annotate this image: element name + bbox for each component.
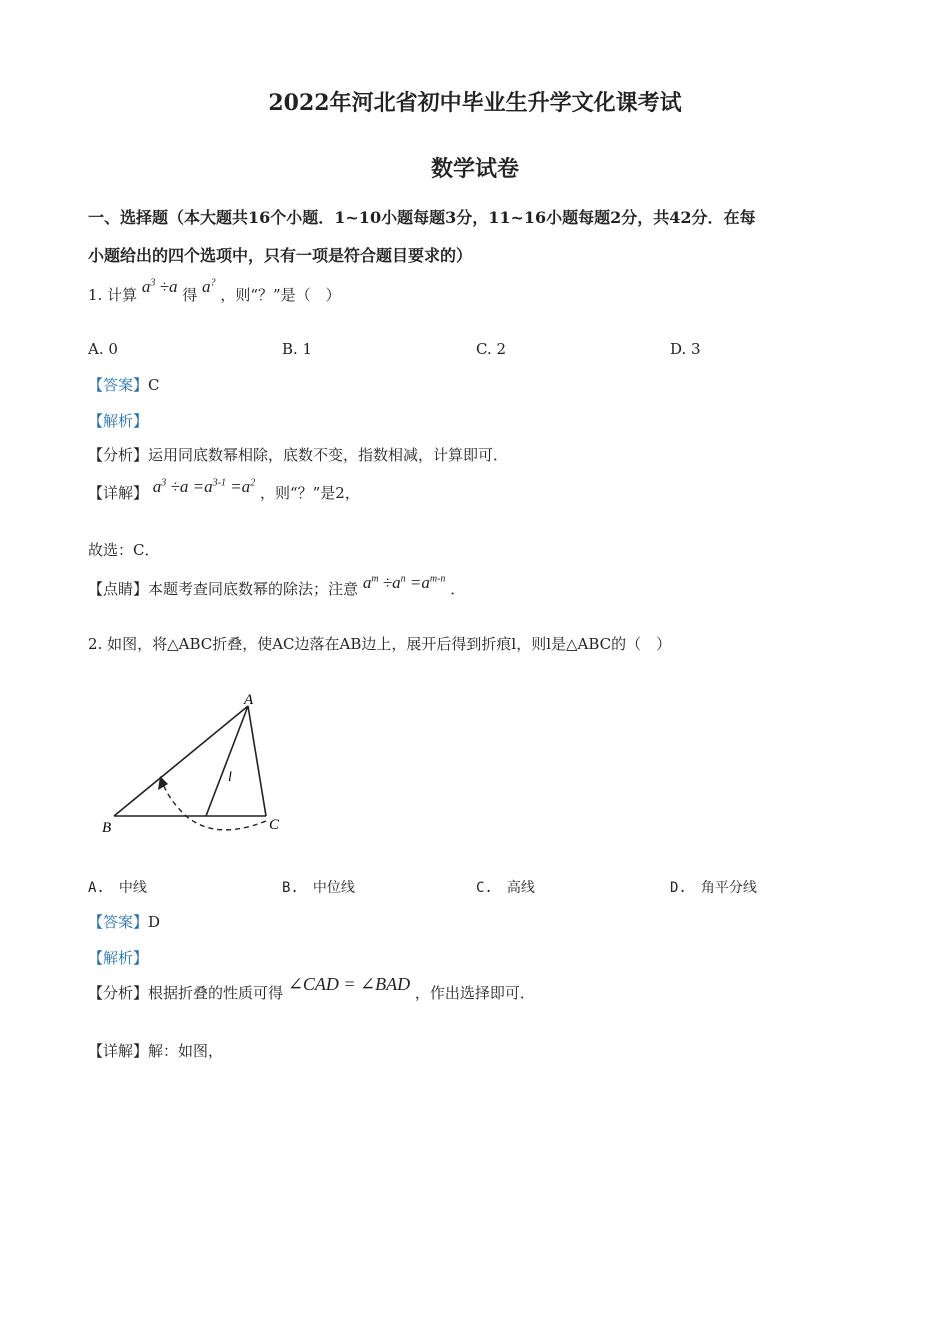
q1-detail-tag: 【详解】 (88, 484, 149, 502)
q2-detail-text: 解：如图， (148, 1042, 224, 1060)
q2-detail (88, 1040, 223, 1061)
label-l: l (228, 770, 232, 785)
q1-note-end: ． (450, 580, 466, 598)
label-c: C (269, 817, 280, 833)
q2-detail-tag: 【详解】 (88, 1042, 149, 1060)
q2-stem: 2. 如图，将△ABC折叠，使AC边落在AB边上，展开后得到折痕l，则l是△ABC的（ ） (88, 635, 672, 653)
q1-note-tag: 【点睛】 (88, 580, 149, 598)
label-a: A (244, 692, 254, 708)
q1-answer (88, 374, 160, 395)
q2-answer (88, 911, 160, 932)
q2-fenxi-tag: 【分析】 (88, 984, 149, 1002)
q1-detail-formula: $a^3 \div a =a^{3-1} =a^2$ (152, 477, 256, 496)
q2-fenxi (88, 974, 535, 1003)
q1-answer-value: C (148, 376, 160, 394)
side-ab (114, 706, 248, 816)
q2-fenxi-formula: ∠CAD = ∠BAD (287, 974, 411, 994)
page-subtitle: 数学试卷 (430, 156, 519, 182)
q1-suffix: ，则“？”是（ ） (220, 286, 341, 304)
q2-option-c[interactable]: C. 高线 (476, 880, 535, 896)
side-ac (248, 706, 266, 816)
q1-analysis-tag: 【解析】 (88, 412, 149, 430)
section-heading-line1: 一、选择题（本大题共16个小题．1~10小题每题3分，11~16小题每题2分，共42分．在每 (88, 208, 756, 227)
q1-option-b[interactable]: B. 1 (282, 340, 313, 358)
q1-prefix: 1. 计算 (88, 286, 138, 304)
q1-mid: 得 (182, 286, 198, 304)
q1-option-d[interactable]: D. 3 (670, 340, 701, 358)
q2-fenxi-text: 根据折叠的性质可得 (148, 984, 284, 1002)
q1-option-c[interactable]: C. 2 (476, 340, 507, 358)
q1-fenxi-tag: 【分析】 (88, 446, 149, 464)
q2-option-d[interactable]: D. 角平分线 (670, 880, 757, 896)
fold-arc (162, 781, 266, 830)
q2-answer-value: D (148, 913, 161, 931)
q2-option-a[interactable]: A. 中线 (88, 880, 147, 896)
label-b: B (102, 820, 112, 836)
q1-fenxi-text: 运用同底数幂相除，底数不变，指数相减，计算即可． (148, 446, 509, 464)
q1-result: a? (202, 277, 216, 296)
q1-expression: $a^3 \div a$ (141, 277, 178, 296)
q1-detail (88, 477, 360, 503)
q1-conclusion: 故选：C． (88, 541, 160, 559)
triangle-figure (96, 686, 296, 838)
q1-answer-tag: 【答案】 (88, 376, 149, 394)
q1-detail-suffix: ，则“？”是2， (259, 484, 360, 502)
q1-note-formula: $a^m \div a^n =a^{m-n}$ (362, 573, 446, 592)
q2-analysis-tag: 【解析】 (88, 949, 149, 967)
q1-fenxi (88, 444, 508, 465)
q1-option-a[interactable]: A. 0 (88, 340, 118, 358)
q2-option-b[interactable]: B. 中位线 (282, 880, 355, 896)
page-title: 2022年河北省初中毕业生升学文化课考试 (268, 90, 682, 116)
section-heading-line2: 小题给出的四个选项中，只有一项是符合题目要求的） (88, 246, 473, 265)
q1-note-text: 本题考查同底数幂的除法；注意 (148, 580, 359, 598)
q2-fenxi-end: ，作出选择即可． (414, 984, 535, 1002)
q2-answer-tag: 【答案】 (88, 913, 149, 931)
q1-stem (88, 277, 341, 305)
q1-note (88, 573, 466, 599)
